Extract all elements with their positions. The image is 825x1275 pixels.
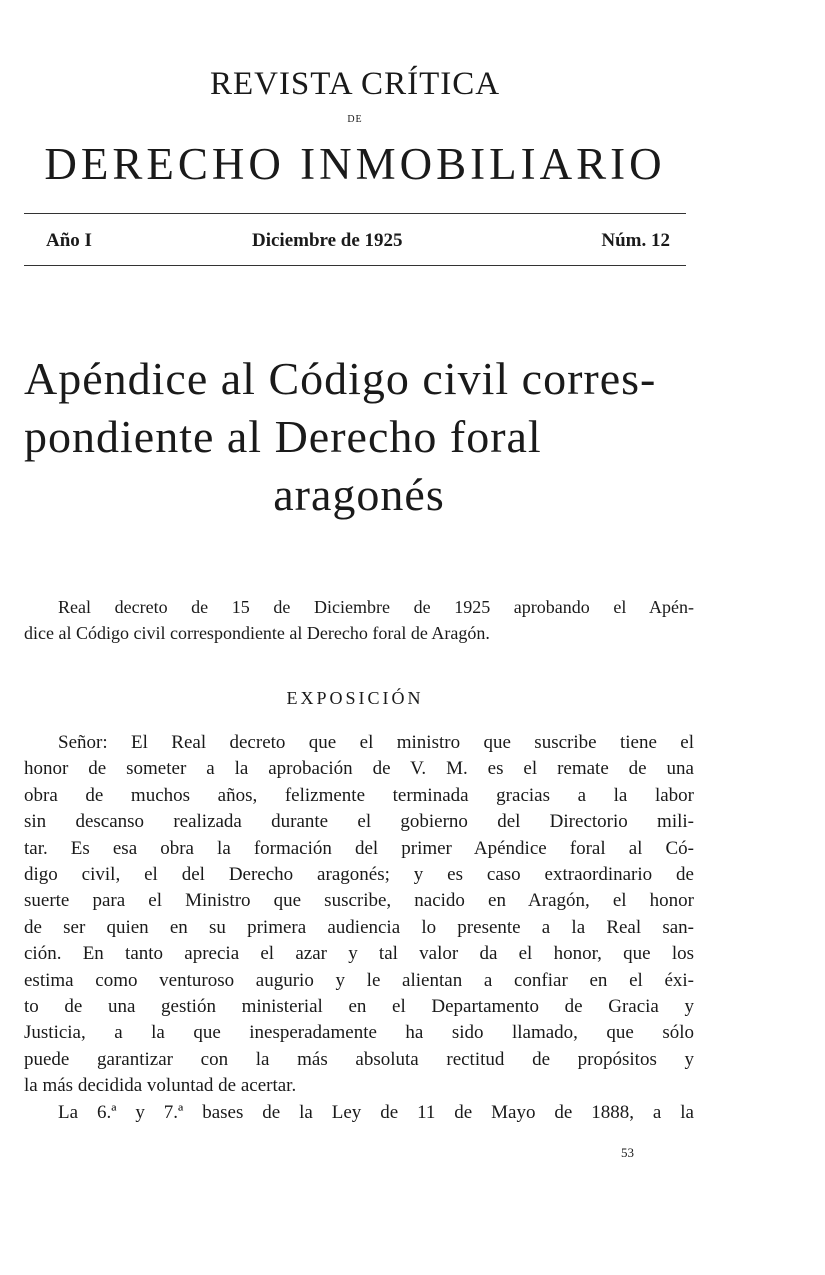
title-line: pondiente al Derecho foral (24, 411, 542, 462)
issue-year: Año I (46, 230, 92, 251)
body-line: Señor: El Real decreto que el ministro que suscribe tiene el (58, 732, 694, 753)
body-line: honor de someter a la aprobación de V. M. es el remate de una (24, 758, 694, 780)
body-line: suerte para el Ministro que suscribe, nacido en Aragón, el honor (24, 890, 694, 912)
section-heading: EXPOSICIÓN (286, 688, 424, 708)
body-line: estima como venturoso augurio y le alientan a confiar en el éxi- (24, 969, 694, 991)
page-number: 53 (621, 1145, 634, 1160)
article-title (24, 350, 694, 524)
title-line: Apéndice al Código civil corres- (24, 353, 657, 404)
body-line: de ser quien en su primera audiencia lo presente a la Real san- (24, 916, 694, 938)
body-line: sin descanso realizada durante el gobierno del Directorio mili- (24, 811, 694, 833)
body-line: to de una gestión ministerial en el Departamento de Gracia y (24, 996, 694, 1018)
top-rule (24, 213, 686, 214)
body-line: La 6.ª y 7.ª bases de la Ley de 11 de Mayo de 1888, a la (58, 1101, 694, 1123)
issue-date: Diciembre de 1925 (252, 230, 403, 251)
title-line: aragonés (273, 469, 445, 520)
decree-line: Real decreto de 15 de Diciembre de 1925 aprobando el Apén- (58, 597, 694, 617)
body-line: tar. Es esa obra la formación del primer Apéndice foral al Có- (24, 837, 694, 859)
issue-info (40, 230, 670, 254)
body-line: puede garantizar con la más absoluta rectitud de propósitos y (24, 1048, 694, 1070)
body-line: ción. En tanto aprecia el azar y tal valor da el honor, que los (24, 943, 694, 965)
body-line: digo civil, el del Derecho aragonés; y es caso extraordinario de (24, 864, 694, 886)
journal-title-line2: DERECHO INMOBILIARIO (44, 139, 666, 189)
issue-number: Núm. 12 (601, 230, 670, 251)
body-line: la más decidida voluntad de acertar. (24, 1075, 297, 1097)
bottom-rule (24, 265, 686, 266)
decree-summary (24, 594, 694, 646)
body-line: Justicia, a la que inesperadamente ha sido llamado, que sólo (24, 1022, 694, 1044)
decree-line: dice al Código civil correspondiente al Derecho foral de Aragón. (24, 623, 490, 643)
body-text (24, 730, 694, 1126)
journal-title-line1: REVISTA CRÍTICA (209, 66, 501, 102)
journal-title-connector: DE (347, 114, 363, 125)
body-line: obra de muchos años, felizmente terminada gracias a la labor (24, 784, 694, 806)
